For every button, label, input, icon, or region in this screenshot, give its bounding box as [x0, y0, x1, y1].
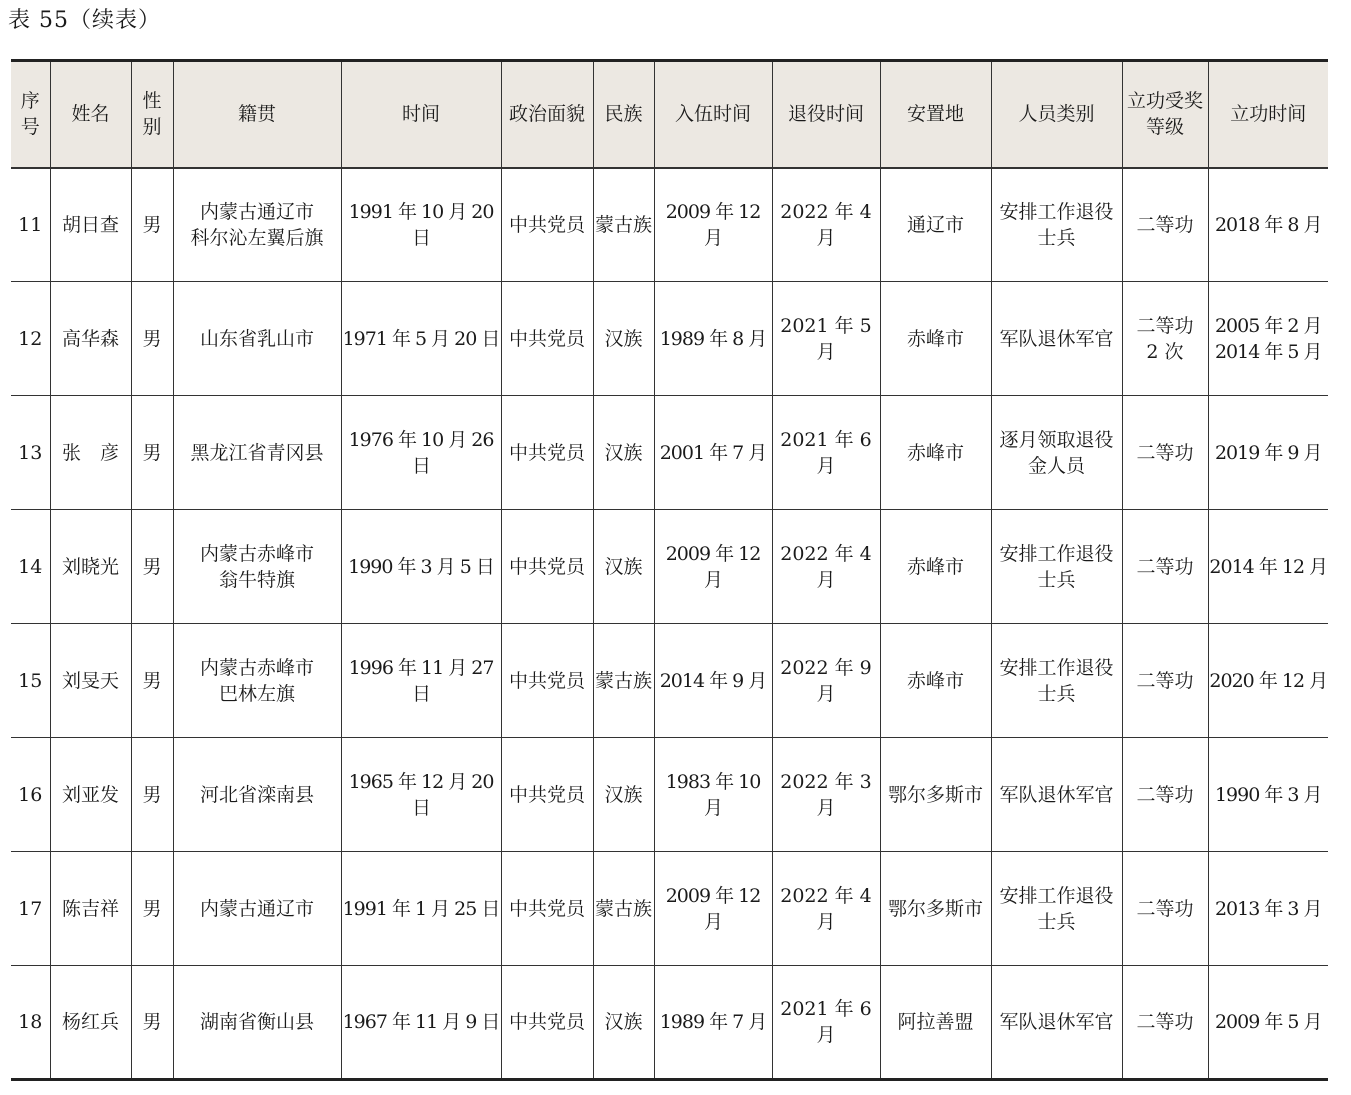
cell-political-status: 中共党员	[501, 168, 593, 282]
cell-enlist-date: 2014 年 9 月	[654, 624, 772, 738]
cell-birth-date: 1996 年 11 月 27 日	[341, 624, 501, 738]
cell-seq: 14	[11, 510, 50, 624]
cell-native-place: 内蒙古赤峰市 翁牛特旗	[173, 510, 341, 624]
cell-birth-date: 1965 年 12 月 20 日	[341, 738, 501, 852]
cell-award-level: 二等功	[1122, 510, 1208, 624]
table-row	[11, 738, 1328, 852]
cell-seq: 12	[11, 282, 50, 396]
header-personnel-category: 人员类别	[991, 61, 1122, 168]
cell-seq: 18	[11, 966, 50, 1080]
cell-native-place: 内蒙古赤峰市 巴林左旗	[173, 624, 341, 738]
cell-placement: 通辽市	[880, 168, 991, 282]
table-row	[11, 510, 1328, 624]
cell-personnel-category: 军队退休军官	[991, 966, 1122, 1080]
cell-native-place: 黑龙江省青冈县	[173, 396, 341, 510]
cell-birth-date: 1967 年 11 月 9 日	[341, 966, 501, 1080]
cell-award-date: 2019 年 9 月	[1208, 396, 1328, 510]
cell-native-place: 山东省乳山市	[173, 282, 341, 396]
cell-native-place: 内蒙古通辽市 科尔沁左翼后旗	[173, 168, 341, 282]
cell-enlist-date: 2009 年 12 月	[654, 168, 772, 282]
cell-name: 胡日查	[50, 168, 131, 282]
cell-ethnicity: 汉族	[593, 396, 654, 510]
header-enlist-date: 入伍时间	[654, 61, 772, 168]
cell-native-place: 湖南省衡山县	[173, 966, 341, 1080]
cell-placement: 阿拉善盟	[880, 966, 991, 1080]
cell-name: 高华森	[50, 282, 131, 396]
cell-ethnicity: 蒙古族	[593, 624, 654, 738]
cell-retire-date: 2021 年 6 月	[772, 966, 880, 1080]
header-award-date: 立功时间	[1208, 61, 1328, 168]
cell-ethnicity: 蒙古族	[593, 852, 654, 966]
cell-enlist-date: 1989 年 7 月	[654, 966, 772, 1080]
awards-table	[11, 59, 1328, 1081]
cell-retire-date: 2022 年 4 月	[772, 510, 880, 624]
cell-name: 刘晓光	[50, 510, 131, 624]
header-gender: 性 别	[131, 61, 173, 168]
cell-seq: 17	[11, 852, 50, 966]
cell-ethnicity: 汉族	[593, 282, 654, 396]
cell-gender: 男	[131, 168, 173, 282]
cell-native-place: 河北省滦南县	[173, 738, 341, 852]
cell-retire-date: 2021 年 6 月	[772, 396, 880, 510]
cell-ethnicity: 汉族	[593, 738, 654, 852]
cell-retire-date: 2022 年 9 月	[772, 624, 880, 738]
cell-retire-date: 2022 年 4 月	[772, 168, 880, 282]
cell-name: 刘旻天	[50, 624, 131, 738]
header-birth-date: 时间	[341, 61, 501, 168]
header-seq: 序 号	[11, 61, 50, 168]
cell-placement: 鄂尔多斯市	[880, 852, 991, 966]
header-native-place: 籍贯	[173, 61, 341, 168]
table-row	[11, 168, 1328, 282]
cell-enlist-date: 1989 年 8 月	[654, 282, 772, 396]
cell-placement: 赤峰市	[880, 282, 991, 396]
cell-placement: 赤峰市	[880, 510, 991, 624]
cell-political-status: 中共党员	[501, 738, 593, 852]
cell-ethnicity: 汉族	[593, 966, 654, 1080]
header-placement: 安置地	[880, 61, 991, 168]
cell-gender: 男	[131, 510, 173, 624]
header-award-level: 立功受奖 等级	[1122, 61, 1208, 168]
header-row	[11, 61, 1328, 168]
cell-enlist-date: 2009 年 12 月	[654, 852, 772, 966]
cell-birth-date: 1976 年 10 月 26 日	[341, 396, 501, 510]
cell-award-level: 二等功	[1122, 966, 1208, 1080]
cell-placement: 赤峰市	[880, 396, 991, 510]
cell-personnel-category: 安排工作退役 士兵	[991, 852, 1122, 966]
cell-enlist-date: 2009 年 12 月	[654, 510, 772, 624]
cell-personnel-category: 安排工作退役 士兵	[991, 510, 1122, 624]
cell-birth-date: 1971 年 5 月 20 日	[341, 282, 501, 396]
cell-ethnicity: 汉族	[593, 510, 654, 624]
table-row	[11, 852, 1328, 966]
cell-personnel-category: 安排工作退役 士兵	[991, 624, 1122, 738]
cell-personnel-category: 安排工作退役 士兵	[991, 168, 1122, 282]
cell-political-status: 中共党员	[501, 852, 593, 966]
header-ethnicity: 民族	[593, 61, 654, 168]
cell-award-level: 二等功 2 次	[1122, 282, 1208, 396]
cell-enlist-date: 1983 年 10 月	[654, 738, 772, 852]
cell-native-place: 内蒙古通辽市	[173, 852, 341, 966]
cell-ethnicity: 蒙古族	[593, 168, 654, 282]
table-row	[11, 966, 1328, 1080]
cell-personnel-category: 军队退休军官	[991, 738, 1122, 852]
cell-gender: 男	[131, 966, 173, 1080]
cell-name: 张 彦	[50, 396, 131, 510]
cell-award-date: 2018 年 8 月	[1208, 168, 1328, 282]
cell-political-status: 中共党员	[501, 510, 593, 624]
cell-political-status: 中共党员	[501, 624, 593, 738]
cell-award-date: 2013 年 3 月	[1208, 852, 1328, 966]
cell-award-level: 二等功	[1122, 738, 1208, 852]
header-name: 姓名	[50, 61, 131, 168]
cell-gender: 男	[131, 738, 173, 852]
cell-seq: 15	[11, 624, 50, 738]
cell-award-level: 二等功	[1122, 624, 1208, 738]
cell-gender: 男	[131, 396, 173, 510]
cell-birth-date: 1991 年 10 月 20 日	[341, 168, 501, 282]
cell-birth-date: 1990 年 3 月 5 日	[341, 510, 501, 624]
cell-political-status: 中共党员	[501, 966, 593, 1080]
cell-seq: 13	[11, 396, 50, 510]
cell-placement: 赤峰市	[880, 624, 991, 738]
header-retire-date: 退役时间	[772, 61, 880, 168]
table-row	[11, 396, 1328, 510]
cell-gender: 男	[131, 282, 173, 396]
cell-award-date: 2009 年 5 月	[1208, 966, 1328, 1080]
cell-retire-date: 2022 年 3 月	[772, 738, 880, 852]
cell-award-date: 2014 年 12 月	[1208, 510, 1328, 624]
cell-award-date: 2005 年 2 月 2014 年 5 月	[1208, 282, 1328, 396]
cell-enlist-date: 2001 年 7 月	[654, 396, 772, 510]
cell-seq: 11	[11, 168, 50, 282]
cell-retire-date: 2022 年 4 月	[772, 852, 880, 966]
table-row	[11, 624, 1328, 738]
cell-gender: 男	[131, 624, 173, 738]
cell-retire-date: 2021 年 5 月	[772, 282, 880, 396]
cell-name: 杨红兵	[50, 966, 131, 1080]
cell-political-status: 中共党员	[501, 396, 593, 510]
cell-award-level: 二等功	[1122, 396, 1208, 510]
table-caption: 表 55（续表）	[8, 8, 161, 33]
cell-placement: 鄂尔多斯市	[880, 738, 991, 852]
cell-gender: 男	[131, 852, 173, 966]
table-row	[11, 282, 1328, 396]
header-political-status: 政治面貌	[501, 61, 593, 168]
cell-award-date: 2020 年 12 月	[1208, 624, 1328, 738]
cell-award-level: 二等功	[1122, 852, 1208, 966]
cell-political-status: 中共党员	[501, 282, 593, 396]
cell-name: 陈吉祥	[50, 852, 131, 966]
cell-personnel-category: 逐月领取退役 金人员	[991, 396, 1122, 510]
cell-name: 刘亚发	[50, 738, 131, 852]
cell-award-date: 1990 年 3 月	[1208, 738, 1328, 852]
cell-personnel-category: 军队退休军官	[991, 282, 1122, 396]
cell-award-level: 二等功	[1122, 168, 1208, 282]
cell-seq: 16	[11, 738, 50, 852]
cell-birth-date: 1991 年 1 月 25 日	[341, 852, 501, 966]
